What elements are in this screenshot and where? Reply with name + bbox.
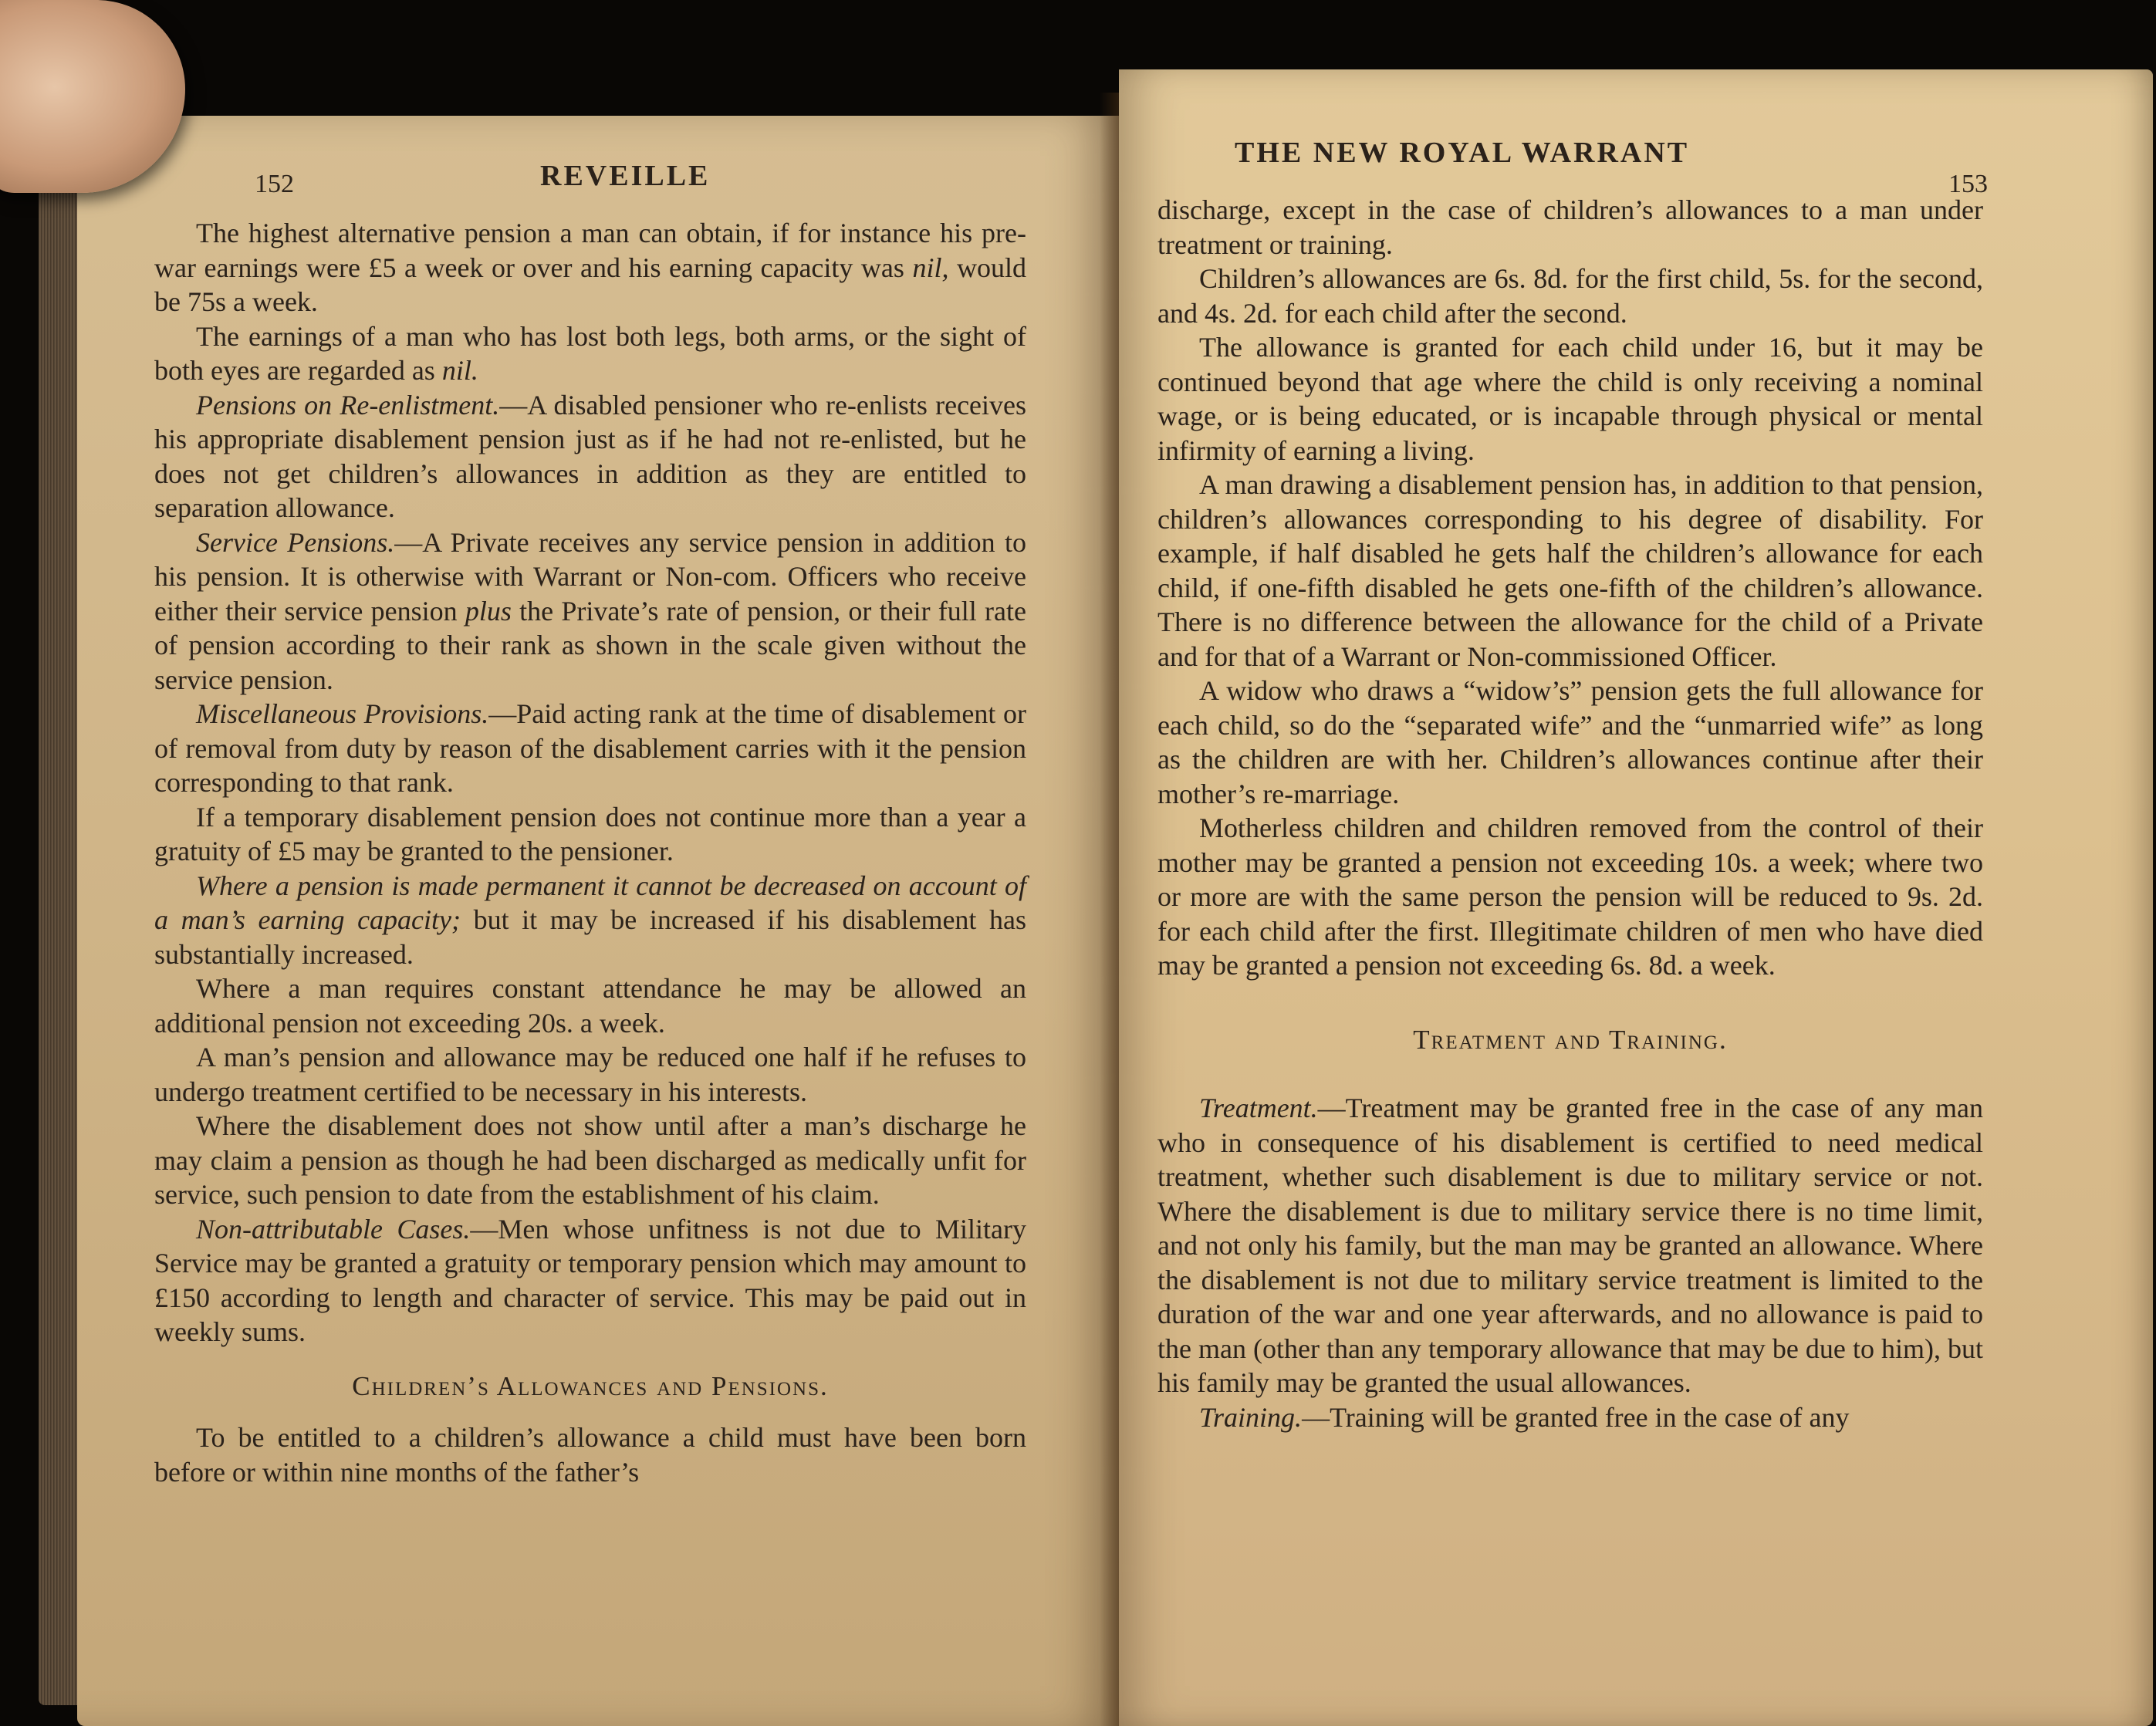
paragraph: Service Pensions.—A Private receives any service pension in addition to his pension. It is otherwise with Warrant or Non-com. Officers who receive either their service pension plus the Private’s rate of pension, or their full rate of pension according to their rank as shown in the scale given without the service pension. — [154, 526, 1027, 695]
right-text-block — [1157, 193, 1983, 1434]
left-running-head: REVEILLE — [540, 160, 711, 192]
paragraph: A man’s pension and allowance may be reduced one half if he refuses to undergo treatment certified to be necessary in his interests. — [154, 1042, 1026, 1107]
paragraph: Children’s allowances are 6s. 8d. for the first child, 5s. for the second, and 4s. 2d. for each child after the second. — [1157, 263, 1983, 329]
paragraph: The allowance is granted for each child under 16, but it may be continued beyond that age where the child is only receiving a nominal wage, or is being educated, or is incapable through physical or mental infirmity of earning a living. — [1157, 332, 1983, 466]
section-heading: Treatment and Training. — [1413, 1024, 1728, 1055]
paragraph: The highest alternative pension a man can obtain, if for instance his pre-war earnings were £5 a week or over and his earning capacity was nil, would be 75s a week. — [154, 218, 1026, 317]
paragraph: Motherless children and children removed from the control of their mother may be granted a pension not exceeding 10s. a week; where two or more are with the same person the pension will be reduced to 9s. 2d. for each child after the first. Illegitimate children of men who have died may be granted a pension not exceeding 6s. 8d. a week. — [1157, 812, 1983, 981]
right-page-number: 153 — [1948, 170, 1988, 198]
right-running-head: THE NEW ROYAL WARRANT — [1235, 137, 1690, 169]
paragraph: Treatment.—Treatment may be granted free in the case of any man who in consequence of his disablement is certified to need medical treatment, whether such disablement is due to military service or not. Where the disablement is due to military service there is no time limit, and not only his family, but the man may be granted an allowance. Where the disablement is not due to military service treatment is limited to the duration of the war and one year afterwards, and no allowance is paid to the man (other than any temporary allowance that may be due to him), but his family may be granted the usual allowances. — [1157, 1093, 1983, 1398]
section-heading: Children’s Allowances and Pensions. — [352, 1370, 829, 1401]
paragraph: Where a man requires constant attendance he may be allowed an additional pension not exceeding 20s. a week. — [154, 973, 1026, 1039]
paragraph: The earnings of a man who has lost both legs, both arms, or the sight of both eyes are regarded as nil. — [154, 320, 1026, 386]
left-page-number: 152 — [255, 170, 294, 198]
paragraph: Non-attributable Cases.—Men whose unfitness is not due to Military Service may be granted a gratuity or temporary pension which may amount to £150 according to length and character of service. This may be paid out in weekly sums. — [154, 1213, 1026, 1347]
paragraph: Miscellaneous Provisions.—Paid acting rank at the time of disablement or of removal from duty by reason of the disablement carries with it the pension corresponding to that rank. — [154, 698, 1026, 798]
paragraph: A widow who draws a “widow’s” pension gets the full allowance for each child, so do the “separated wife” and the “unmarried wife” as long as the children are with her. Children’s allowances continue after their mother’s re-marriage. — [1157, 675, 1983, 809]
paragraph: Training.—Training will be granted free in the case of any — [1199, 1401, 1850, 1433]
open-book — [31, 69, 2153, 1726]
paragraph: discharge, except in the case of children’s allowances to a man under treatment or training. — [1157, 194, 1983, 260]
right-page — [1119, 69, 2153, 1726]
paragraph: Where a pension is made permanent it cannot be decreased on account of a man’s earning capacity; but it may be increased if his disablement has substantially increased. — [154, 870, 1026, 970]
paragraph: A man drawing a disablement pension has, in addition to that pension, children’s allowances corresponding to his degree of disability. For example, if half disabled he gets half the children’s allowance for each child, if one-fifth disabled he gets one-fifth of the children’s allowance. There is no difference between the allowance for the child of a Private and for that of a Warrant or Non-commissioned Officer. — [1157, 469, 1983, 672]
paragraph: Pensions on Re-enlistment.—A disabled pensioner who re-enlists receives his appropriate disablement pension just as if he had not re-enlisted, but he does not get children’s allowances in addition as they are entitled to separation allowance. — [154, 389, 1027, 523]
paragraph: Where the disablement does not show until after a man’s discharge he may claim a pension as though he had been discharged as medically unfit for service, such pension to date from the establishment of his claim. — [154, 1110, 1026, 1210]
paragraph: To be entitled to a children’s allowance a child must have been born before or within nine months of the father’s — [154, 1422, 1026, 1488]
paragraph: If a temporary disablement pension does not continue more than a year a gratuity of £5 may be granted to the pensioner. — [154, 801, 1026, 866]
left-page — [77, 116, 1119, 1726]
left-text-block — [154, 216, 1026, 1489]
